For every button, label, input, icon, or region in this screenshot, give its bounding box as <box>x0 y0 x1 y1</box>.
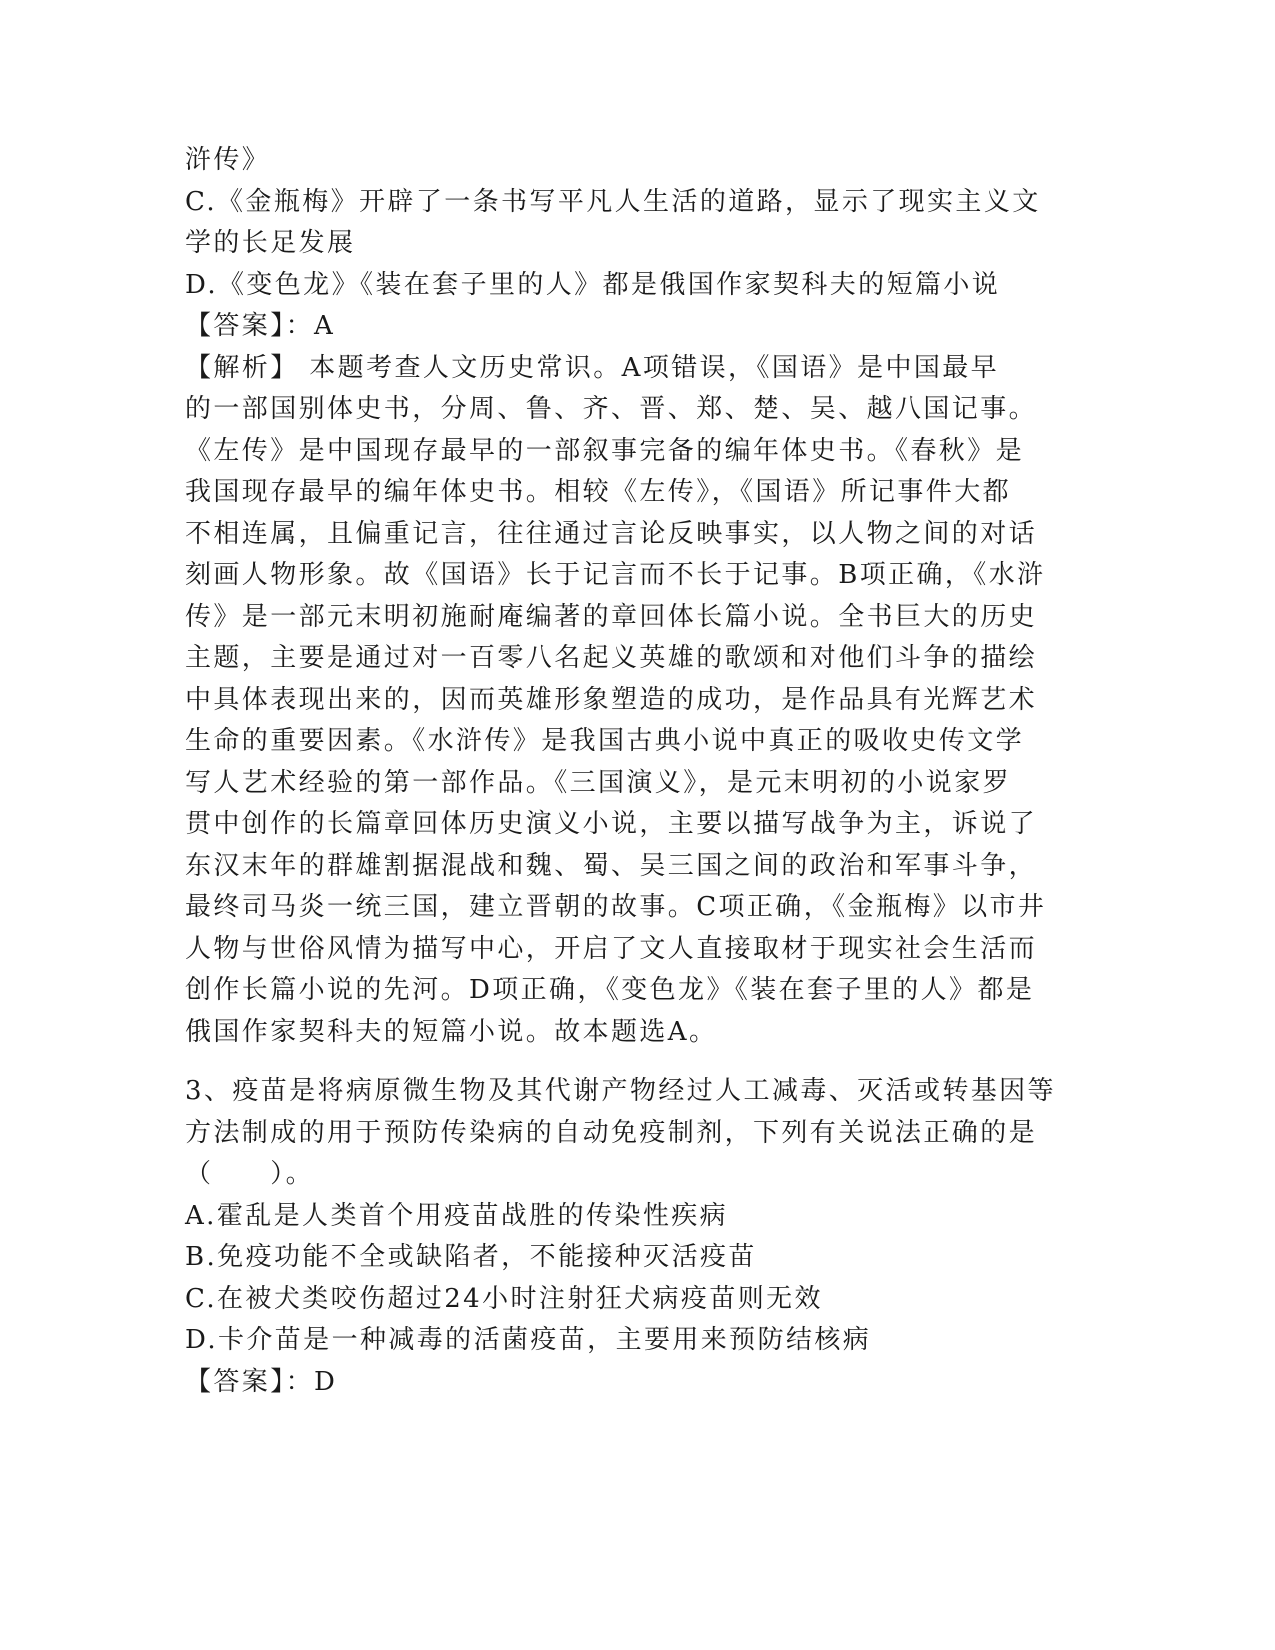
question3-stem-line-1: 3、疫苗是将病原微生物及其代谢产物经过人工减毒、灭活或转基因等 <box>185 1076 1056 1106</box>
analysis-line: 生命的重要因素。《水浒传》是我国古典小说中真正的吸收史传文学 <box>185 726 1025 756</box>
analysis-line: 的一部国别体史书，分周、鲁、齐、晋、郑、楚、吴、越八国记事。 <box>185 394 1038 424</box>
option-c-line-1: C.《金瓶梅》开辟了一条书写平凡人生活的道路，显示了现实主义文 <box>185 187 1041 217</box>
answer-q2: 【答案】：A <box>185 311 336 341</box>
analysis-line: 最终司马炎一统三国，建立晋朝的故事。C项正确，《金瓶梅》以市井 <box>185 892 1047 922</box>
option-c-line-2: 学的长足发展 <box>185 228 356 258</box>
question3-blank: （ ）。 <box>185 1159 315 1189</box>
question3-option-b: B.免疫功能不全或缺陷者，不能接种灭活疫苗 <box>185 1242 757 1272</box>
analysis-line: 贯中创作的长篇章回体历史演义小说，主要以描写战争为主，诉说了 <box>185 809 1038 839</box>
question3-stem-line-2: 方法制成的用于预防传染病的自动免疫制剂，下列有关说法正确的是 <box>185 1118 1038 1148</box>
analysis-line: 主题，主要是通过对一百零八名起义英雄的歌颂和对他们斗争的描绘 <box>185 643 1038 673</box>
option-b-continuation: 浒传》 <box>185 145 271 175</box>
analysis-line: 写人艺术经验的第一部作品。《三国演义》，是元末明初的小说家罗 <box>185 768 1012 798</box>
analysis-line: 创作长篇小说的先河。D项正确，《变色龙》《装在套子里的人》都是 <box>185 975 1035 1005</box>
analysis-line: 中具体表现出来的，因而英雄形象塑造的成功，是作品具有光辉艺术 <box>185 685 1038 715</box>
answer-q3: 【答案】：D <box>185 1367 338 1397</box>
analysis-line: 《左传》是中国现存最早的一部叙事完备的编年体史书。《春秋》是 <box>185 436 1025 466</box>
analysis-line: 【解析】 本题考查人文历史常识。A项错误，《国语》是中国最早 <box>185 353 1000 383</box>
analysis-line: 刻画人物形象。故《国语》长于记言而不长于记事。B项正确，《水浒 <box>185 560 1046 590</box>
analysis-line: 东汉末年的群雄割据混战和魏、蜀、吴三国之间的政治和军事斗争， <box>185 851 1038 881</box>
analysis-line: 人物与世俗风情为描写中心，开启了文人直接取材于现实社会生活而 <box>185 934 1038 964</box>
option-d: D.《变色龙》《装在套子里的人》都是俄国作家契科夫的短篇小说 <box>185 270 1001 300</box>
analysis-line: 传》是一部元末明初施耐庵编著的章回体长篇小说。全书巨大的历史 <box>185 602 1038 632</box>
analysis-line: 不相连属，且偏重记言，往往通过言论反映事实，以人物之间的对话 <box>185 519 1038 549</box>
question3-option-c: C.在被犬类咬伤超过24小时注射狂犬病疫苗则无效 <box>185 1284 823 1314</box>
question3-option-a: A.霍乱是人类首个用疫苗战胜的传染性疾病 <box>185 1201 729 1231</box>
question3-option-d: D.卡介苗是一种减毒的活菌疫苗，主要用来预防结核病 <box>185 1325 872 1355</box>
analysis-line: 俄国作家契科夫的短篇小说。故本题选A。 <box>185 1017 718 1047</box>
analysis-line: 我国现存最早的编年体史书。相较《左传》，《国语》所记事件大都 <box>185 477 1012 507</box>
